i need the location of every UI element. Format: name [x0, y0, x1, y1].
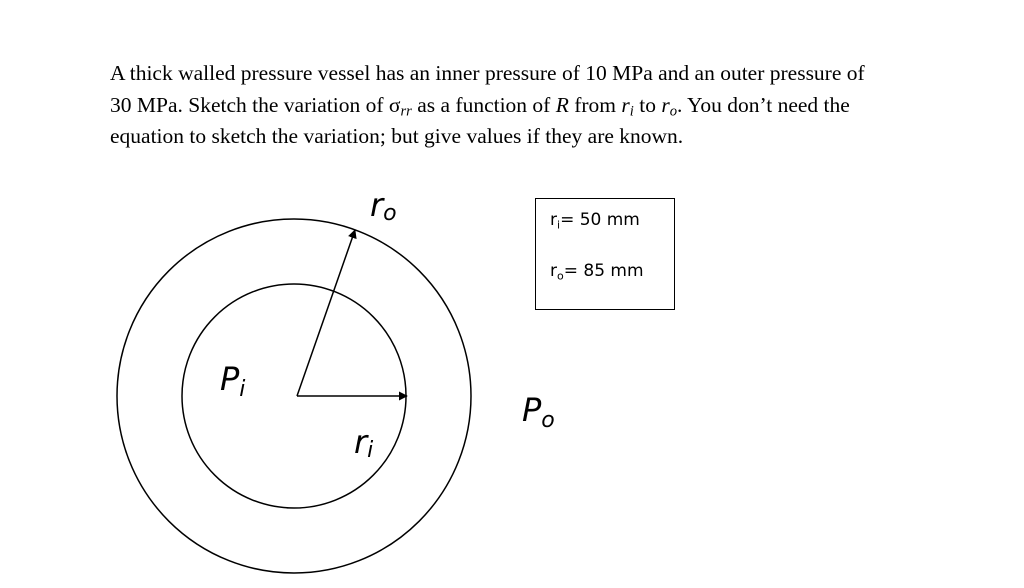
outer-radius-arrow — [297, 230, 355, 396]
variable-R: R — [555, 92, 569, 117]
problem-text: as a function of — [411, 92, 556, 117]
variable-ro: r — [661, 92, 670, 117]
outer-radius-label: ro — [370, 186, 397, 226]
variable-ri: r — [621, 92, 630, 117]
problem-text: . You don’t need the — [677, 92, 850, 117]
given-values-box — [535, 198, 675, 310]
outer-wall-circle — [117, 219, 471, 573]
sigma-subscript: rr — [400, 103, 412, 120]
outer-radius-value: $r_o= 85$ mm — [550, 261, 644, 283]
variable-ri-sub: i — [629, 103, 634, 120]
outer-pressure-label: Po — [522, 391, 555, 433]
problem-text: from — [568, 92, 622, 117]
variable-ro-sub: o — [669, 103, 678, 120]
problem-text: to — [633, 92, 662, 117]
inner-radius-value: $r_i= 50$ mm — [550, 210, 640, 232]
problem-line-1: A thick walled pressure vessel has an inner pressure of 10 MPa and an outer pressure of — [110, 61, 865, 85]
problem-line-3: equation to sketch the variation; but give values if they are known. — [110, 124, 684, 148]
problem-text: 30 MPa. Sketch the variation of σ — [110, 92, 401, 117]
inner-radius-label: ri — [354, 423, 374, 463]
inner-pressure-label: Pi — [220, 360, 246, 402]
